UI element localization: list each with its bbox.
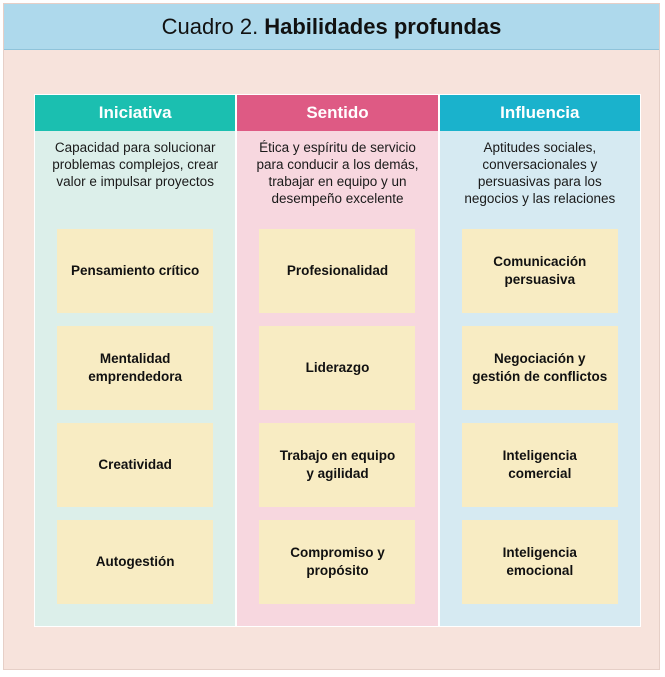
skill-card: Liderazgo	[259, 326, 415, 410]
skill-card: Creatividad	[57, 423, 213, 507]
skill-card: Inteligencia emocional	[462, 520, 618, 604]
skill-card: Trabajo en equipo y agilidad	[259, 423, 415, 507]
skill-card: Comunicación persuasiva	[462, 229, 618, 313]
column-iniciativa	[35, 95, 237, 626]
title-prefix: Cuadro 2.	[161, 13, 259, 39]
skill-card: Compromiso y propósito	[259, 520, 415, 604]
title-bar	[4, 4, 659, 50]
skill-card: Negociación y gestión de conflictos	[462, 326, 618, 410]
card-stack	[35, 229, 235, 617]
skill-card: Mentalidad emprendedora	[57, 326, 213, 410]
column-heading: Iniciativa	[35, 95, 235, 131]
columns-table	[34, 94, 641, 627]
skill-card: Profesionalidad	[259, 229, 415, 313]
skill-card: Inteligencia comercial	[462, 423, 618, 507]
column-influencia	[440, 95, 640, 626]
column-heading: Sentido	[237, 95, 437, 131]
column-description: Aptitudes sociales, conversacionales y persuasivas para los negocios y las relaciones	[464, 140, 616, 206]
figure-frame	[3, 3, 660, 670]
card-stack	[440, 229, 640, 617]
column-sentido	[237, 95, 439, 626]
skill-card: Autogestión	[57, 520, 213, 604]
column-heading: Influencia	[440, 95, 640, 131]
card-stack	[237, 229, 437, 617]
column-description: Ética y espíritu de servicio para conducir a los demás, trabajar en equipo y un desempeño excelente	[256, 140, 419, 206]
column-description: Capacidad para solucionar problemas complejos, crear valor e impulsar proyectos	[52, 140, 219, 189]
skill-card: Pensamiento crítico	[57, 229, 213, 313]
title-main: Habilidades profundas	[264, 13, 502, 39]
